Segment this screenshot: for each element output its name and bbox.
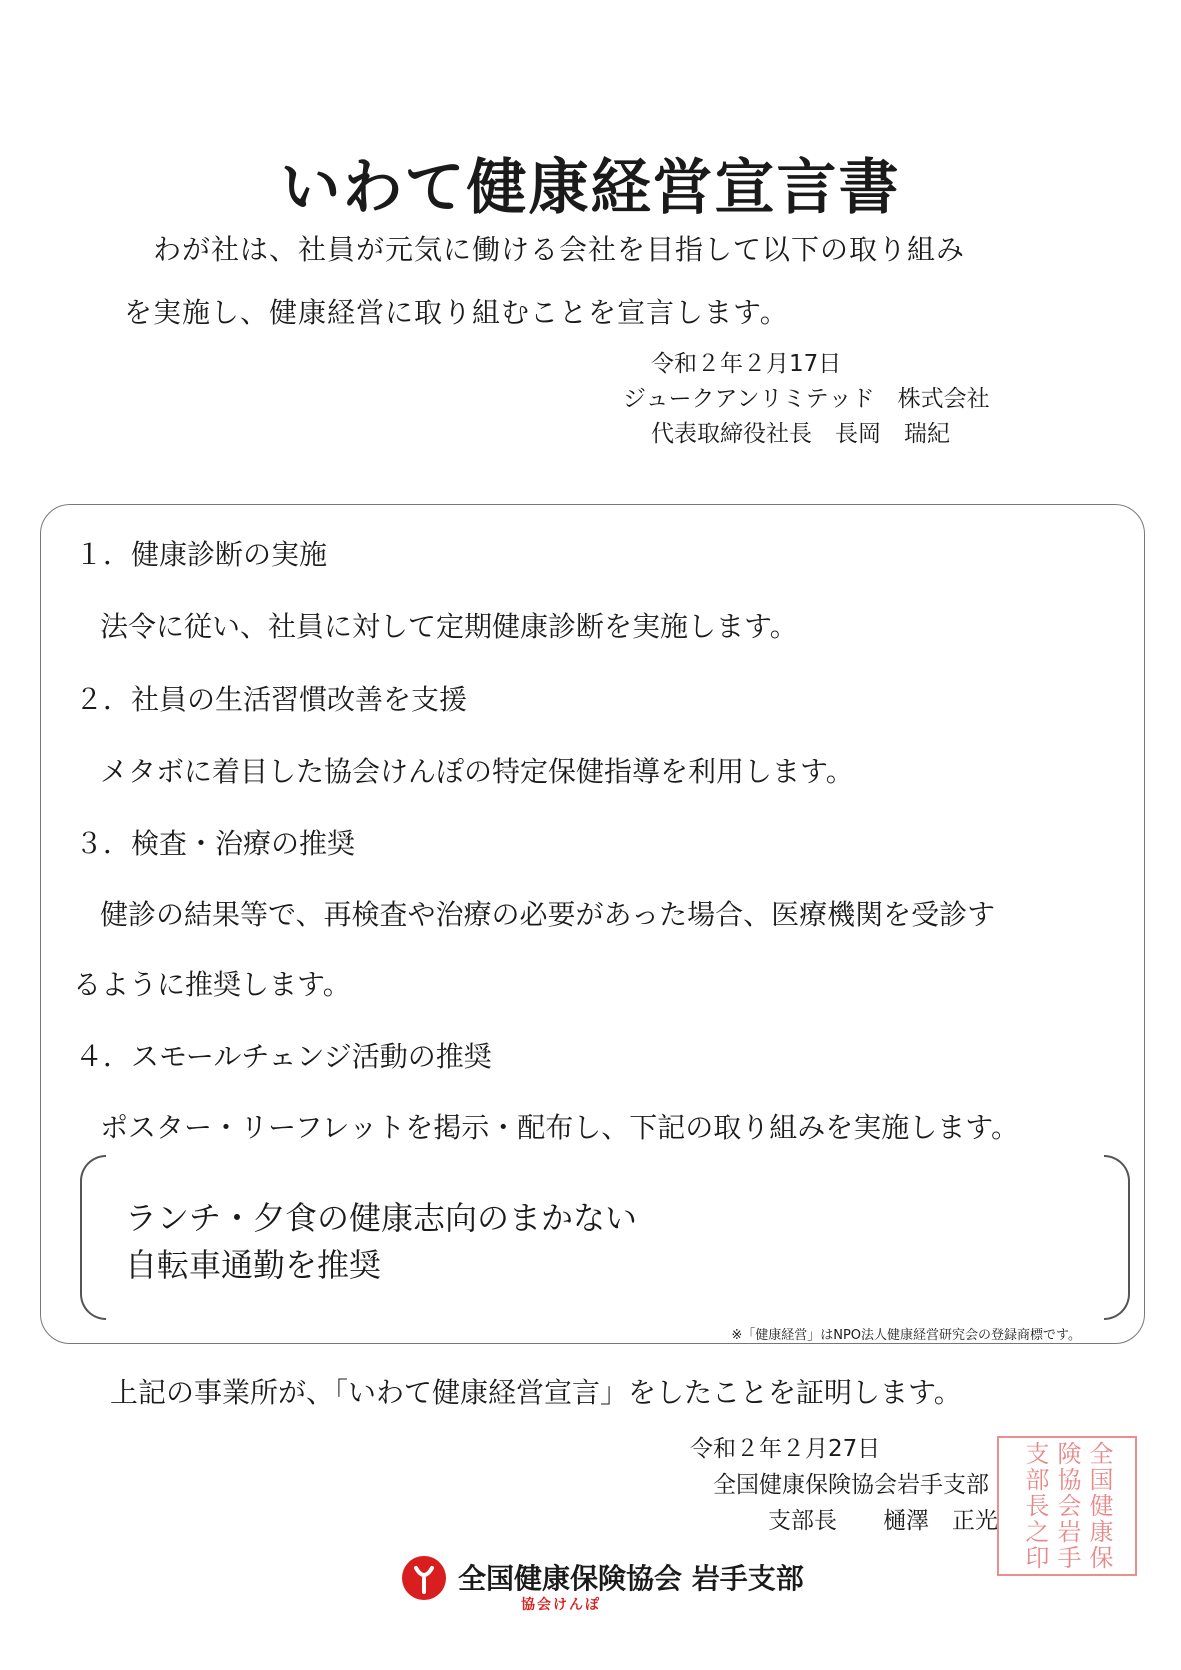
item-body-1: 法令に従い、社員に対して定期健康診断を実施します。 (100, 610, 798, 643)
footer-org-name: 全国健康保険協会 岩手支部 (458, 1562, 804, 1595)
item-body-2: メタボに着目した協会けんぽの特定保健指導を利用します。 (100, 755, 854, 788)
certifier-head: 支部長 樋澤 正光 (768, 1508, 998, 1534)
certifier-org: 全国健康保険協会岩手支部 (713, 1472, 989, 1498)
item-heading-3: ３．検査・治療の推奨 (75, 827, 356, 860)
right-bracket (1104, 1155, 1130, 1320)
official-seal (997, 1436, 1137, 1576)
item-heading-4: ４．スモールチェンジ活動の推奨 (75, 1040, 492, 1073)
item-body-3a: 健診の結果等で、再検査や治療の必要があった場合、医療機関を受診す (100, 898, 996, 931)
item-heading-1: １．健康診断の実施 (75, 538, 328, 571)
company-name: ジュークアンリミテッド 株式会社 (623, 386, 990, 412)
kyokai-kenpo-logo-icon (402, 1556, 446, 1600)
trademark-note: ※「健康経営」はNPO法人健康経営研究会の登録商標です。 (731, 1328, 1081, 1343)
page-title: いわて健康経営宣言書 (280, 153, 901, 223)
item-body-4: ポスター・リーフレットを掲示・配布し、下記の取り組みを実施します。 (100, 1111, 1019, 1144)
declaration-date: 令和２年２月17日 (651, 351, 842, 377)
certification-date: 令和２年２月27日 (690, 1436, 881, 1462)
seal-text: 全国健康保険協会岩手支部長之印 (1021, 1441, 1113, 1571)
item-body-3b: るように推奨します。 (73, 968, 351, 1001)
activity-1: ランチ・夕食の健康志向のまかない (125, 1199, 638, 1237)
activity-2: 自転車通勤を推奨 (125, 1246, 382, 1284)
certification-text: 上記の事業所が、「いわて健康経営宣言」をしたことを証明します。 (110, 1376, 962, 1409)
intro-line-2: を実施し、健康経営に取り組むことを宣言します。 (124, 296, 789, 329)
item-heading-2: ２．社員の生活習慣改善を支援 (75, 683, 468, 716)
left-bracket (80, 1155, 106, 1320)
footer-org-sub: 協会けんぽ (521, 1597, 601, 1613)
intro-line-1: わが社は、社員が元気に働ける会社を目指して以下の取り組み (153, 233, 966, 266)
representative-name: 代表取締役社長 長岡 瑞紀 (651, 421, 950, 447)
